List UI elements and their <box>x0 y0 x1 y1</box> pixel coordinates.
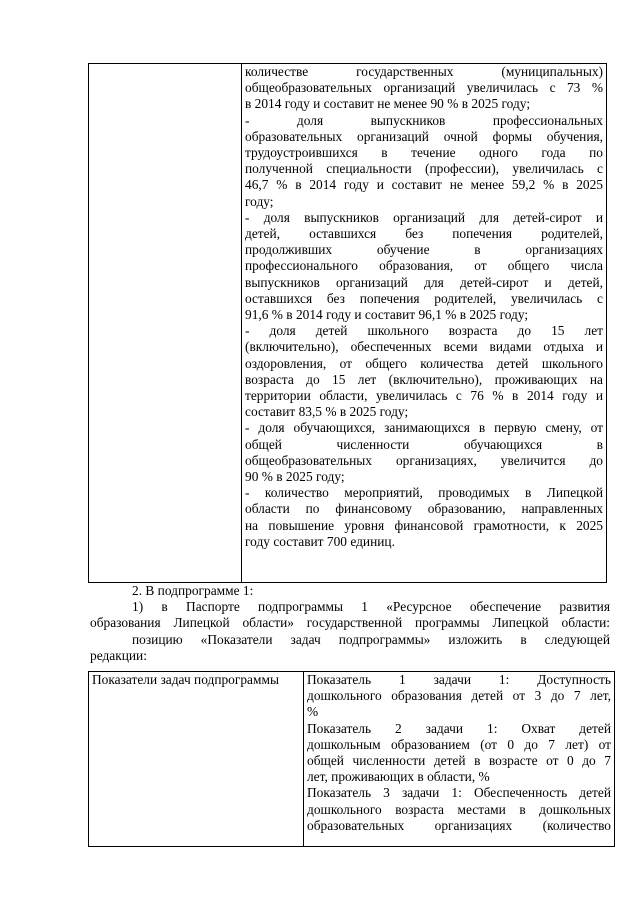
paragraph-line: позицию «Показатели задач подпрограммы» изложить в следующей <box>132 631 610 647</box>
text-line: дошкольным образованием (от 0 до 7 лет) от <box>307 736 611 752</box>
text-line: году; <box>245 193 274 209</box>
text-line: возраста до 15 лет (включительно), проживающих на <box>245 371 603 387</box>
text-line: 91,6 % в 2014 году и составит 96,1 % в 2025 году; <box>245 307 529 323</box>
text-line: - доля детей школьного возраста до 15 лет <box>245 323 603 339</box>
text-line: оставшихся без попечения родителей, увеличилась с <box>245 290 603 306</box>
text-line: области по финансовому образованию, направленных <box>245 501 603 517</box>
text-line: образовательных организаций очной формы обучения, <box>245 128 603 144</box>
table-cell-empty <box>89 64 242 583</box>
text-line: оздоровления, от общего количества детей школьного <box>245 355 603 371</box>
paragraph-line: образования Липецкой области» государственной программы Липецкой области: <box>90 615 610 631</box>
text-line: на повышение уровня финансовой грамотности, к 2025 <box>245 517 603 533</box>
paragraph-line: 1) в Паспорте подпрограммы 1 «Ресурсное обеспечение развития <box>132 599 610 615</box>
text-line: полученной специальности (профессии), увеличилась с <box>245 161 603 177</box>
paragraph-line: редакции: <box>90 647 147 663</box>
text-line: профессионального образования, от общего числа <box>245 258 603 274</box>
text-line: дошкольного возраста местами в дошкольных <box>307 801 611 817</box>
text-line: - доля выпускников профессиональных <box>245 112 603 128</box>
text-line: в 2014 году и составит не менее 90 % в 2025 году; <box>245 96 531 112</box>
text-line: общей численности детей в возрасте от 0 до 7 <box>307 753 611 769</box>
text-line: 90 % в 2025 году; <box>245 469 345 485</box>
text-line: составит 83,5 % в 2025 году; <box>245 404 409 420</box>
indicators-table-continued <box>88 63 607 583</box>
text-line: году составит 700 единиц. <box>245 533 395 549</box>
text-line: общеобразовательных организаций увеличилась с 73 % <box>245 80 603 96</box>
text-line: лет, проживающих в области, % <box>307 769 490 785</box>
amendment-text <box>90 583 610 664</box>
table-cell-targets-text <box>242 64 607 583</box>
text-line: трудоустроившихся в течение одного года по <box>245 145 603 161</box>
table-cell-position-label: Показатели задач подпрограммы <box>89 672 304 847</box>
table-row <box>89 64 607 583</box>
text-line: (включительно), обеспеченных всеми видами отдыха и <box>245 339 603 355</box>
text-line: общей численности обучающихся в <box>245 436 603 452</box>
text-line: территории области, увеличилась с 76 % в 2014 году и <box>245 388 603 404</box>
table-cell-indicators-text <box>304 672 615 847</box>
text-line: продолживших обучение в организациях <box>245 242 603 258</box>
text-line: Показатель 3 задачи 1: Обеспеченность детей <box>307 785 611 801</box>
text-line: % <box>307 704 319 720</box>
text-line: - доля обучающихся, занимающихся в первую смену, от <box>245 420 603 436</box>
text-line: - количество мероприятий, проводимых в Липецкой <box>245 485 603 501</box>
text-line: выпускников организаций для детей-сирот и детей, <box>245 274 603 290</box>
text-line: общеобразовательных организациях, увеличится до <box>245 452 603 468</box>
paragraph-line: 2. В подпрограмме 1: <box>132 583 254 598</box>
table-row <box>89 672 615 847</box>
text-line: Показатель 1 задачи 1: Доступность <box>307 672 611 687</box>
text-line: количестве государственных (муниципальных) <box>245 64 603 79</box>
text-line: образовательных организациях (количество <box>307 817 611 833</box>
text-line: Показатель 2 задачи 1: Охват детей <box>307 720 611 736</box>
text-line: детей, оставшихся без попечения родителей, <box>245 226 603 242</box>
subprogram-passport-table <box>88 671 615 847</box>
text-line: 46,7 % в 2014 году и составит не менее 59,2 % в 2025 <box>245 177 603 193</box>
text-line: - доля выпускников организаций для детей-сирот и <box>245 209 603 225</box>
text-line: дошкольного образования детей от 3 до 7 лет, <box>307 688 611 704</box>
